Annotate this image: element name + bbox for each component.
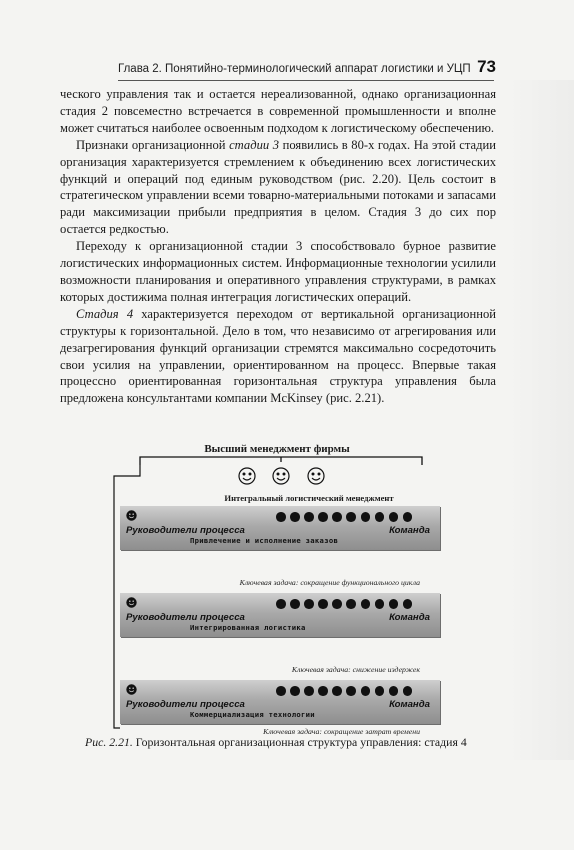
team-label: Команда — [389, 699, 430, 710]
process-name: Привлечение и исполнение заказов — [190, 536, 339, 545]
figure-top-label: Высший менеджмент фирмы — [204, 443, 350, 455]
paragraph: ческого управления так и остается нереализованной, однако организационная стадия 2 повсеместно встречается в современной промышленности и вполне может считаться наиболее освоенным подходом к логистическому обеспечению. — [60, 87, 496, 135]
key-task-note: Ключевая задача: сокращение функционального цикла — [239, 578, 420, 587]
key-task-note: Ключевая задача: снижение издержек — [291, 665, 420, 674]
team-dots — [276, 686, 417, 696]
process-band — [120, 593, 440, 637]
running-header — [118, 57, 496, 81]
leader-smile-icon — [126, 684, 137, 695]
process-leaders-label: Руководители процесса — [126, 699, 245, 710]
paragraph: Переходу к организационной стадии 3 способствовало бурное развитие логистических информационных систем. Информационные технологии усилили возможности планирования и оперативного управления структурами, в рамках которых достижима полная интеграция логистических операций. — [60, 239, 496, 304]
process-leaders-label: Руководители процесса — [126, 612, 245, 623]
team-dots — [276, 599, 417, 609]
chapter-title: Глава 2. Понятийно-терминологический аппарат логистики и УЦП — [118, 63, 471, 75]
process-band — [120, 506, 440, 550]
process-name: Коммерциализация технологии — [190, 710, 315, 719]
figure-2-21 — [104, 443, 450, 736]
process-leaders-label: Руководители процесса — [126, 525, 245, 536]
paragraph: Признаки организационной стадии 3 появились в 80-х годах. На этой стадии организация характеризуется стремлением к объединению всех логистических функций и операций под единым руководством (рис. 2.20). Цель состоит в стратегическом управлении всеми товарно-материальными потоками и запасами ради максимизации прибыли предприятия в целом. Стадия 3 до сих пор остается редкостью. — [60, 137, 496, 237]
team-label: Команда — [389, 612, 430, 623]
team-dots — [276, 512, 417, 522]
figure-caption: Рис. 2.21. Горизонтальная организационная структура управления: стадия 4 — [85, 735, 467, 749]
key-task-note: Ключевая задача: сокращение затрат времени — [263, 727, 420, 736]
team-label: Команда — [389, 525, 430, 536]
paragraph: Стадия 4 характеризуется переходом от вертикальной организационной структуры к горизонтальной. Дело в том, что независимо от агрегирования или дезагрегирования функций организации стремятся максимально сосредоточить свои усилия на управлении, ориентированном на процесс. Впервые такая процессно ориентированная горизонтальная структура управления была предложена консультантами компании McKinsey (рис. 2.21). — [60, 306, 496, 406]
manager-smile-icon — [239, 468, 255, 484]
page-edge-shadow — [508, 80, 574, 760]
leader-smile-icon — [126, 597, 137, 608]
body-text — [60, 86, 496, 407]
integral-management-label: Интегральный логистический менеджмент — [224, 493, 394, 503]
page-number: 73 — [477, 57, 496, 76]
process-band — [120, 680, 440, 724]
leader-smile-icon — [126, 510, 137, 521]
manager-smile-icon — [273, 468, 289, 484]
manager-smile-icon — [308, 468, 324, 484]
process-name: Интегрированная логистика — [190, 623, 306, 632]
